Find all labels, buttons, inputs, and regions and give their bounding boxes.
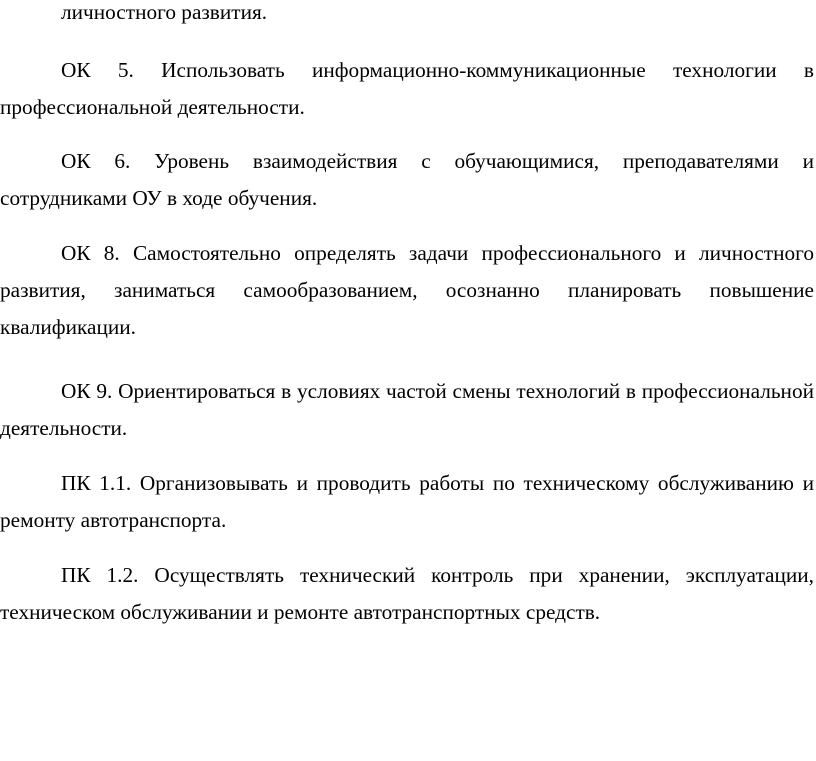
paragraph-ok-9: ОК 9. Ориентироваться в условиях частой смены технологий в профессиональной деятельности.	[0, 379, 814, 440]
paragraph-ok-6: ОК 6. Уровень взаимодействия с обучающимися, преподавателями и сотрудниками ОУ в ходе обучения.	[0, 149, 814, 210]
paragraph-ok-8: ОК 8. Самостоятельно определять задачи профессионального и личностного развития, заниматься самообразованием, осознанно планировать повышение квалификации.	[0, 241, 814, 339]
paragraph-pk-1-2: ПК 1.2. Осуществлять технический контроль при хранении, эксплуатации, техническом обслуживании и ремонте автотранспортных средств.	[0, 563, 814, 624]
paragraph-pk-1-1: ПК 1.1. Организовывать и проводить работы по техническому обслуживанию и ремонту автотранспорта.	[0, 471, 814, 532]
paragraph-ok-5: ОК 5. Использовать информационно-коммуникационные технологии в профессиональной деятельности.	[0, 58, 814, 119]
paragraph-continuation: личностного развития.	[61, 0, 268, 24]
